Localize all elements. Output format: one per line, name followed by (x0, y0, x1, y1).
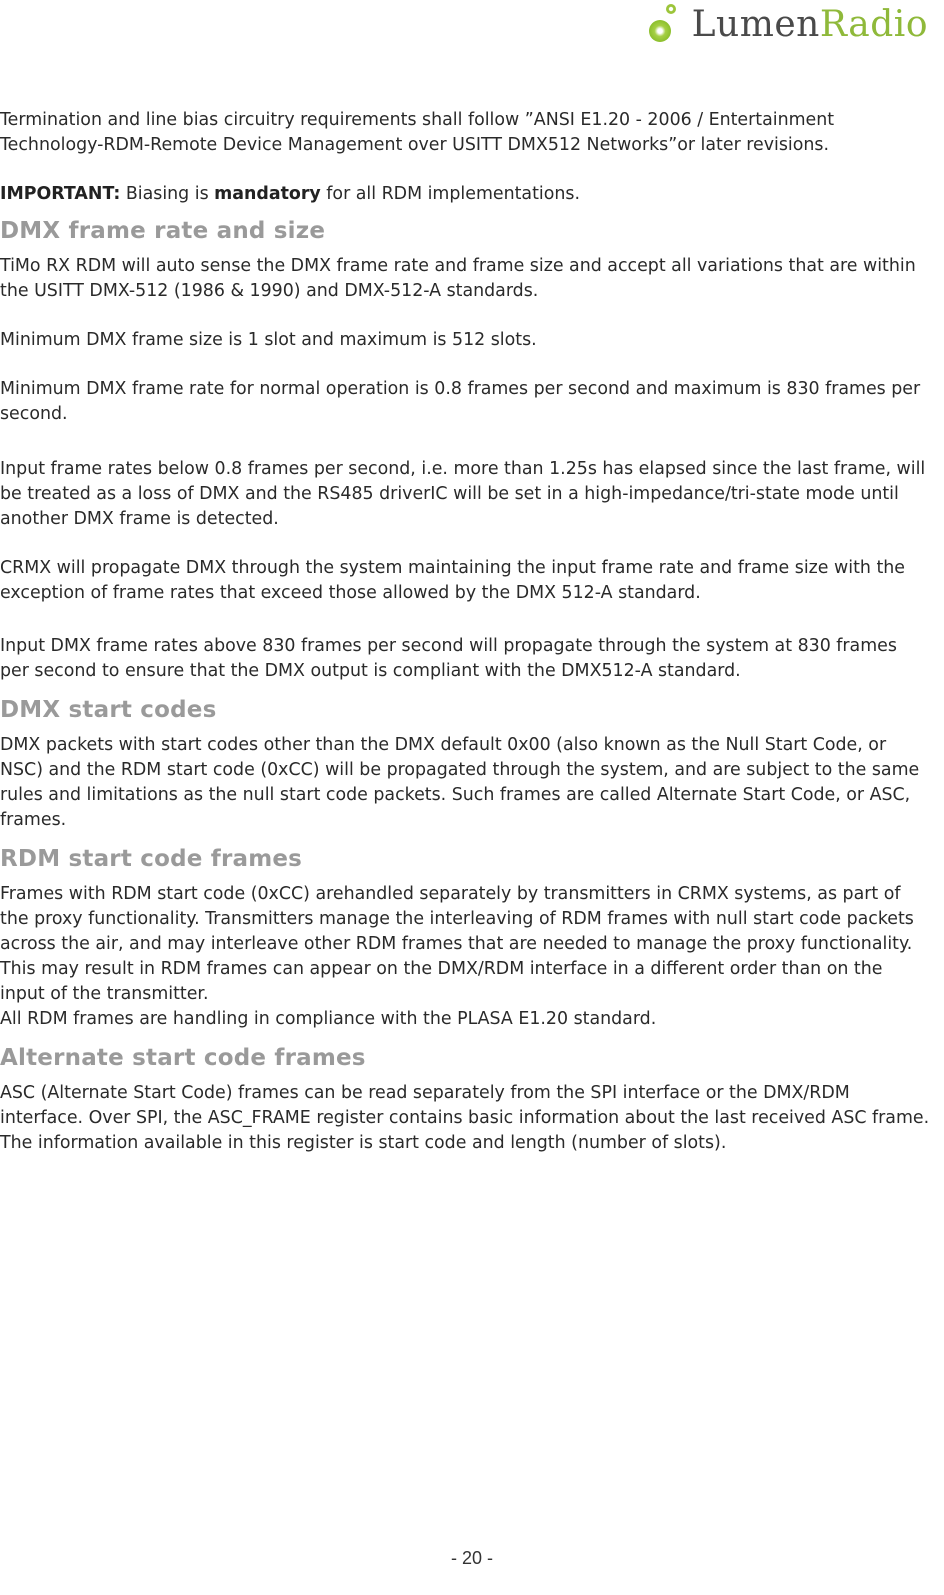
paragraph: All RDM frames are handling in compliance with the PLASA E1.20 standard. (0, 1009, 657, 1029)
logo-small-dot-icon (666, 4, 676, 14)
lumenradio-logo (644, 0, 928, 50)
logo-radio-text: Radio (819, 4, 928, 45)
important-note (0, 182, 930, 207)
logo-wordmark (692, 3, 928, 47)
logo-glow-dots-icon (644, 3, 688, 47)
paragraph: Input frame rates below 0.8 frames per second, i.e. more than 1.25s has elapsed since the last frame, will be treated as a loss of DMX and the RS485 driverIC will be set in a high-impedance/tri-state mode until another DMX frame is detected. (0, 459, 926, 529)
section-heading-start-codes: DMX start codes (0, 697, 217, 723)
paragraph: CRMX will propagate DMX through the system maintaining the input frame rate and frame size with the exception of frame rates that exceed those allowed by the DMX 512-A standard. (0, 558, 906, 603)
paragraph: Frames with RDM start code (0xCC) arehandled separately by transmitters in CRMX systems, as part of the proxy functionality. Transmitters manage the interleaving of RDM frames with null start code packets across the air, and may interleave other RDM frames that are needed to manage the proxy functionality. This may result in RDM frames can appear on the DMX/RDM interface in a different order than on the input of the transmitter. (0, 884, 914, 1004)
logo-large-dot-icon (649, 20, 671, 42)
section-heading-frame-rate: DMX frame rate and size (0, 218, 326, 244)
intro-paragraph: Termination and line bias circuitry requirements shall follow ”ANSI E1.20 - 2006 / Entertainment Technology-RDM-Remote Device Management over USITT DMX512 Networks”or later revisions. (0, 110, 835, 155)
section-heading-rdm-frames: RDM start code frames (0, 846, 303, 872)
important-text-post: for all RDM implementations. (320, 184, 580, 204)
paragraph: Minimum DMX frame size is 1 slot and maximum is 512 slots. (0, 330, 537, 350)
mandatory-emphasis: mandatory (214, 184, 321, 204)
paragraph: ASC (Alternate Start Code) frames can be read separately from the SPI interface or the DMX/RDM interface. Over SPI, the ASC_FRAME register contains basic information about the last received ASC frame. The information available in this register is start code and length (number of slots). (0, 1083, 930, 1153)
section-heading-asc-frames: Alternate start code frames (0, 1045, 366, 1071)
paragraph: TiMo RX RDM will auto sense the DMX frame rate and frame size and accept all variations that are within the USITT DMX-512 (1986 & 1990) and DMX-512-A standards. (0, 256, 916, 301)
logo-lumen-text: Lumen (691, 4, 820, 45)
document-body (0, 108, 930, 1156)
paragraph: Minimum DMX frame rate for normal operation is 0.8 frames per second and maximum is 830 frames per second. (0, 379, 921, 424)
page-number: - 20 - (450, 1548, 493, 1568)
important-text-pre: Biasing is (120, 184, 215, 204)
paragraph: DMX packets with start codes other than the DMX default 0x00 (also known as the Null Start Code, or NSC) and the RDM start code (0xCC) will be propagated through the system, and are subject to the same rules and limitations as the null start code packets. Such frames are called Alternate Start Code, or ASC, frames. (0, 735, 920, 830)
important-label: IMPORTANT: (0, 184, 121, 204)
paragraph: Input DMX frame rates above 830 frames per second will propagate through the system at 830 frames per second to ensure that the DMX output is compliant with the DMX512-A standard. (0, 636, 897, 681)
